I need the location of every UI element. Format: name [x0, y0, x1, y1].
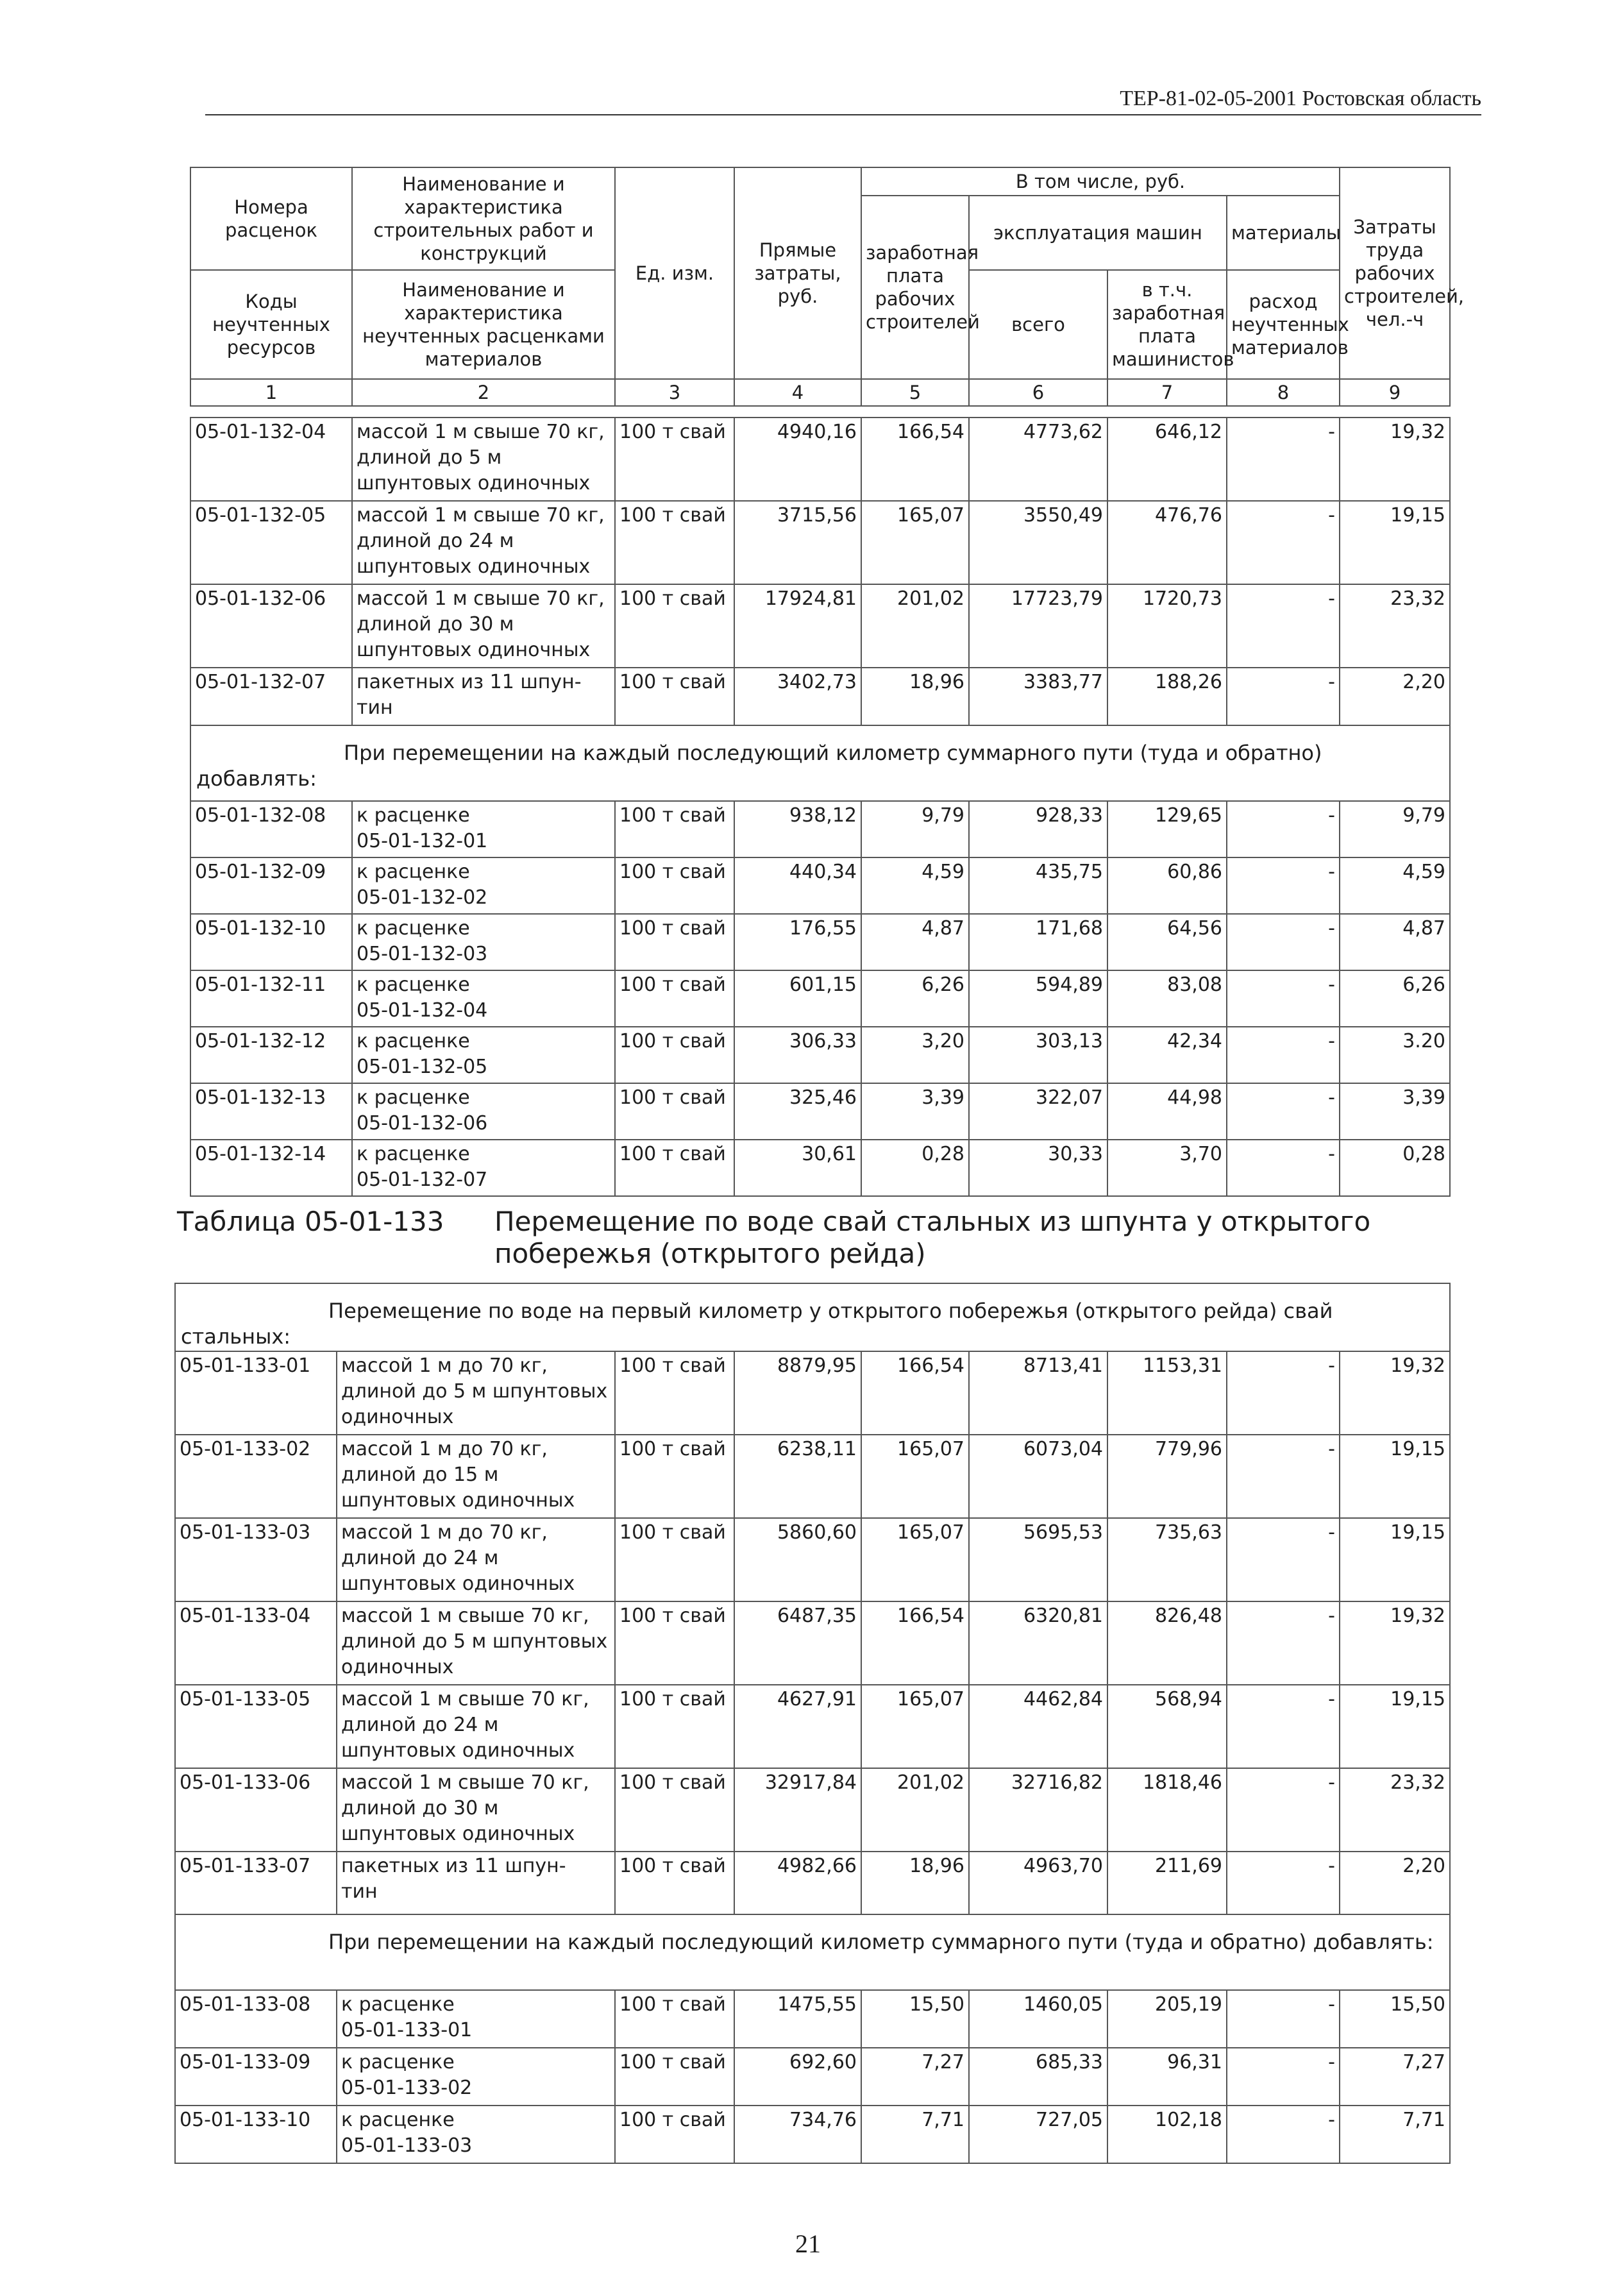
labor-cell: 9,79 — [1340, 801, 1450, 857]
materials-cell: - — [1227, 1852, 1340, 1914]
rate-code: 05-01-132-13 — [190, 1083, 352, 1140]
direct-cost-cell: 30,61 — [734, 1140, 861, 1196]
table-row — [190, 914, 1450, 970]
page-number: 21 — [795, 2229, 821, 2258]
machinist-wage-cell: 646,12 — [1107, 418, 1227, 501]
unit-cell: 100 т свай — [615, 1435, 734, 1518]
materials-cell: - — [1227, 1435, 1340, 1518]
machine-cost-cell: 3550,49 — [969, 501, 1107, 584]
wage-cell: 18,96 — [861, 1852, 969, 1914]
unit-cell: 100 т свай — [615, 668, 734, 725]
wage-cell: 15,50 — [861, 1990, 969, 2048]
machine-cost-cell: 727,05 — [969, 2106, 1107, 2163]
materials-cell: - — [1227, 1768, 1340, 1852]
header-zatraty-truda: Затраты труда рабочих строителей, чел.-ч — [1340, 167, 1450, 379]
unit-cell: 100 т свай — [615, 1852, 734, 1914]
machinist-wage-cell: 1153,31 — [1107, 1351, 1227, 1435]
direct-cost-cell: 734,76 — [734, 2106, 861, 2163]
column-number: 2 — [352, 379, 615, 406]
header-naimenovanie-rabot: Наименование и характеристика строительных работ и конструкций — [352, 167, 615, 270]
machinist-wage-cell: 129,65 — [1107, 801, 1227, 857]
header-materialy: материалы — [1227, 196, 1340, 270]
machine-cost-cell: 4462,84 — [969, 1685, 1107, 1768]
direct-cost-cell: 440,34 — [734, 857, 861, 914]
direct-cost-cell: 306,33 — [734, 1027, 861, 1083]
labor-cell: 19,15 — [1340, 501, 1450, 584]
rate-code: 05-01-132-05 — [190, 501, 352, 584]
materials-cell: - — [1227, 418, 1340, 501]
table-row — [190, 1027, 1450, 1083]
column-number: 1 — [190, 379, 352, 406]
wage-cell: 165,07 — [861, 1685, 969, 1768]
direct-cost-cell: 325,46 — [734, 1083, 861, 1140]
column-header-table — [190, 167, 1465, 407]
header-naimenovanie-materialov: Наименование и характеристика неучтенных расценками материалов — [352, 270, 615, 379]
direct-cost-cell: 3715,56 — [734, 501, 861, 584]
wage-cell: 201,02 — [861, 1768, 969, 1852]
machinist-wage-cell: 735,63 — [1107, 1518, 1227, 1601]
rate-code: 05-01-133-07 — [175, 1852, 337, 1914]
header-ed-izm: Ед. изм. — [615, 167, 734, 379]
machine-cost-cell: 685,33 — [969, 2048, 1107, 2106]
table-row — [175, 1990, 1450, 2048]
direct-cost-cell: 4940,16 — [734, 418, 861, 501]
header-nomera-rascenok: Номера расценок — [190, 167, 352, 270]
table-row — [175, 1685, 1450, 1768]
direct-cost-cell: 32917,84 — [734, 1768, 861, 1852]
unit-cell: 100 т свай — [615, 418, 734, 501]
table-row — [190, 1140, 1450, 1196]
rate-code: 05-01-132-10 — [190, 914, 352, 970]
rate-name: пакетных из 11 шпун- тин — [352, 668, 615, 725]
wage-cell: 201,02 — [861, 584, 969, 668]
table-row — [190, 584, 1450, 668]
rate-code: 05-01-133-10 — [175, 2106, 337, 2163]
wage-cell: 0,28 — [861, 1140, 969, 1196]
unit-cell: 100 т свай — [615, 584, 734, 668]
rate-name: пакетных из 11 шпун- тин — [337, 1852, 615, 1914]
machine-cost-cell: 303,13 — [969, 1027, 1107, 1083]
table-row — [190, 501, 1450, 584]
machinist-wage-cell: 568,94 — [1107, 1685, 1227, 1768]
column-number: 9 — [1340, 379, 1450, 406]
table-row — [175, 1435, 1450, 1518]
materials-cell: - — [1227, 801, 1340, 857]
table-row — [175, 1518, 1450, 1601]
unit-cell: 100 т свай — [615, 1990, 734, 2048]
table-row — [175, 1852, 1450, 1914]
wage-cell: 7,71 — [861, 2106, 969, 2163]
column-number: 6 — [969, 379, 1107, 406]
table-row — [175, 2048, 1450, 2106]
labor-cell: 4,59 — [1340, 857, 1450, 914]
rate-code: 05-01-132-06 — [190, 584, 352, 668]
wage-cell: 18,96 — [861, 668, 969, 725]
materials-cell: - — [1227, 2106, 1340, 2163]
materials-cell: - — [1227, 1685, 1340, 1768]
unit-cell: 100 т свай — [615, 801, 734, 857]
machinist-wage-cell: 1720,73 — [1107, 584, 1227, 668]
labor-cell: 19,32 — [1340, 1351, 1450, 1435]
machine-cost-cell: 928,33 — [969, 801, 1107, 857]
wage-cell: 165,07 — [861, 1435, 969, 1518]
table-133-label: Таблица 05-01-133 — [177, 1206, 444, 1237]
wage-cell: 166,54 — [861, 1351, 969, 1435]
column-number: 3 — [615, 379, 734, 406]
machinist-wage-cell: 3,70 — [1107, 1140, 1227, 1196]
rate-name: массой 1 м до 70 кг, длиной до 5 м шпунтовых одиночных — [337, 1351, 615, 1435]
unit-cell: 100 т свай — [615, 914, 734, 970]
labor-cell: 6,26 — [1340, 970, 1450, 1027]
header-ekspluataciya: эксплуатация машин — [969, 196, 1227, 270]
table-133-name: Перемещение по воде свай стальных из шпунта у открытого побережья (открытого рейда) — [494, 1206, 1371, 1269]
wage-cell: 4,59 — [861, 857, 969, 914]
labor-cell: 19,15 — [1340, 1685, 1450, 1768]
materials-cell: - — [1227, 914, 1340, 970]
note-row — [175, 1914, 1450, 1990]
rates-table-133 — [174, 1283, 1451, 2164]
machinist-wage-cell: 211,69 — [1107, 1852, 1227, 1914]
machinist-wage-cell: 188,26 — [1107, 668, 1227, 725]
header-pryamye-zatraty: Прямые затраты, руб. — [734, 167, 861, 379]
direct-cost-cell: 1475,55 — [734, 1990, 861, 2048]
direct-cost-cell: 692,60 — [734, 2048, 861, 2106]
labor-cell: 2,20 — [1340, 1852, 1450, 1914]
materials-cell: - — [1227, 1083, 1340, 1140]
rate-name: к расценке 05-01-133-01 — [337, 1990, 615, 2048]
unit-cell: 100 т свай — [615, 1083, 734, 1140]
header-rashod: расход неучтенных материалов — [1227, 270, 1340, 379]
machinist-wage-cell: 64,56 — [1107, 914, 1227, 970]
rate-code: 05-01-132-14 — [190, 1140, 352, 1196]
wage-cell: 4,87 — [861, 914, 969, 970]
materials-cell: - — [1227, 668, 1340, 725]
table-row — [175, 1351, 1450, 1435]
table-row — [175, 1768, 1450, 1852]
direct-cost-cell: 17924,81 — [734, 584, 861, 668]
header-v-tom-chisle: В том числе, руб. — [861, 167, 1340, 196]
note-row — [175, 1283, 1450, 1351]
rate-name: к расценке 05-01-132-04 — [352, 970, 615, 1027]
rate-name: к расценке 05-01-132-01 — [352, 801, 615, 857]
rate-name: массой 1 м свыше 70 кг, длиной до 24 м шпунтовых одиночных — [337, 1685, 615, 1768]
table-133-subtitle — [175, 1283, 1450, 1351]
labor-cell: 23,32 — [1340, 584, 1450, 668]
direct-cost-cell: 601,15 — [734, 970, 861, 1027]
rate-code: 05-01-132-08 — [190, 801, 352, 857]
machine-cost-cell: 322,07 — [969, 1083, 1107, 1140]
table-row — [190, 418, 1450, 501]
machinist-wage-cell: 60,86 — [1107, 857, 1227, 914]
note-row — [190, 725, 1450, 801]
labor-cell: 4,87 — [1340, 914, 1450, 970]
wage-cell: 165,07 — [861, 1518, 969, 1601]
unit-cell: 100 т свай — [615, 1518, 734, 1601]
direct-cost-cell: 6238,11 — [734, 1435, 861, 1518]
labor-cell: 3,39 — [1340, 1083, 1450, 1140]
table-132-note — [190, 725, 1450, 801]
rate-name: к расценке 05-01-132-07 — [352, 1140, 615, 1196]
unit-cell: 100 т свай — [615, 1768, 734, 1852]
wage-cell: 9,79 — [861, 801, 969, 857]
machinist-wage-cell: 779,96 — [1107, 1435, 1227, 1518]
materials-cell: - — [1227, 1990, 1340, 2048]
unit-cell: 100 т свай — [615, 1351, 734, 1435]
rate-code: 05-01-133-09 — [175, 2048, 337, 2106]
rate-code: 05-01-132-11 — [190, 970, 352, 1027]
rate-name: массой 1 м свыше 70 кг, длиной до 24 м шпунтовых одиночных — [352, 501, 615, 584]
labor-cell: 19,15 — [1340, 1518, 1450, 1601]
column-number: 8 — [1227, 379, 1340, 406]
direct-cost-cell: 6487,35 — [734, 1601, 861, 1685]
materials-cell: - — [1227, 1518, 1340, 1601]
machine-cost-cell: 17723,79 — [969, 584, 1107, 668]
direct-cost-cell: 4982,66 — [734, 1852, 861, 1914]
machine-cost-cell: 6073,04 — [969, 1435, 1107, 1518]
unit-cell: 100 т свай — [615, 1601, 734, 1685]
direct-cost-cell: 8879,95 — [734, 1351, 861, 1435]
materials-cell: - — [1227, 970, 1340, 1027]
table-row — [190, 801, 1450, 857]
table-row — [175, 1601, 1450, 1685]
rate-name: массой 1 м до 70 кг, длиной до 15 м шпунтовых одиночных — [337, 1435, 615, 1518]
machinist-wage-cell: 96,31 — [1107, 2048, 1227, 2106]
rate-name: к расценке 05-01-132-05 — [352, 1027, 615, 1083]
table-133-title — [177, 1206, 1449, 1269]
rate-name: к расценке 05-01-133-03 — [337, 2106, 615, 2163]
labor-cell: 23,32 — [1340, 1768, 1450, 1852]
unit-cell: 100 т свай — [615, 970, 734, 1027]
column-number: 4 — [734, 379, 861, 406]
rate-name: к расценке 05-01-132-02 — [352, 857, 615, 914]
rate-code: 05-01-132-12 — [190, 1027, 352, 1083]
table-row — [190, 668, 1450, 725]
unit-cell: 100 т свай — [615, 2106, 734, 2163]
materials-cell: - — [1227, 2048, 1340, 2106]
header-vsego: всего — [969, 270, 1107, 379]
labor-cell: 19,32 — [1340, 1601, 1450, 1685]
rates-table-132 — [190, 417, 1451, 1197]
rate-name: массой 1 м свыше 70 кг, длиной до 5 м шпунтовых одиночных — [337, 1601, 615, 1685]
machine-cost-cell: 171,68 — [969, 914, 1107, 970]
rate-name: к расценке 05-01-132-03 — [352, 914, 615, 970]
rate-name: массой 1 м свыше 70 кг, длиной до 5 м шпунтовых одиночных — [352, 418, 615, 501]
table-133-subtitle-text: Перемещение по воде на первый километр у открытого побережья (открытого рейда) свай стальных: — [181, 1299, 1333, 1349]
machinist-wage-cell: 42,34 — [1107, 1027, 1227, 1083]
machine-cost-cell: 8713,41 — [969, 1351, 1107, 1435]
unit-cell: 100 т свай — [615, 2048, 734, 2106]
machine-cost-cell: 6320,81 — [969, 1601, 1107, 1685]
table-row — [175, 2106, 1450, 2163]
wage-cell: 3,39 — [861, 1083, 969, 1140]
machine-cost-cell: 30,33 — [969, 1140, 1107, 1196]
unit-cell: 100 т свай — [615, 501, 734, 584]
rate-code: 05-01-132-07 — [190, 668, 352, 725]
direct-cost-cell: 5860,60 — [734, 1518, 861, 1601]
rate-name: массой 1 м до 70 кг, длиной до 24 м шпунтовых одиночных — [337, 1518, 615, 1601]
unit-cell: 100 т свай — [615, 857, 734, 914]
machinist-wage-cell: 44,98 — [1107, 1083, 1227, 1140]
labor-cell: 7,27 — [1340, 2048, 1450, 2106]
labor-cell: 19,32 — [1340, 418, 1450, 501]
machinist-wage-cell: 102,18 — [1107, 2106, 1227, 2163]
table-row — [190, 857, 1450, 914]
table-133-note — [175, 1914, 1450, 1990]
unit-cell: 100 т свай — [615, 1685, 734, 1768]
machine-cost-cell: 1460,05 — [969, 1990, 1107, 2048]
materials-cell: - — [1227, 1027, 1340, 1083]
running-header: ТЕР-81-02-05-2001 Ростовская область — [205, 85, 1481, 115]
labor-cell: 19,15 — [1340, 1435, 1450, 1518]
wage-cell: 165,07 — [861, 501, 969, 584]
unit-cell: 100 т свай — [615, 1140, 734, 1196]
rate-code: 05-01-133-03 — [175, 1518, 337, 1601]
machine-cost-cell: 4963,70 — [969, 1852, 1107, 1914]
wage-cell: 6,26 — [861, 970, 969, 1027]
labor-cell: 15,50 — [1340, 1990, 1450, 2048]
machine-cost-cell: 4773,62 — [969, 418, 1107, 501]
materials-cell: - — [1227, 501, 1340, 584]
header-zarplata: заработная плата рабочих строителей — [861, 196, 969, 379]
table-133-note-text: При перемещении на каждый последующий километр суммарного пути (туда и обратно) добавлять: — [328, 1930, 1434, 1954]
labor-cell: 0,28 — [1340, 1140, 1450, 1196]
rate-code: 05-01-133-02 — [175, 1435, 337, 1518]
direct-cost-cell: 4627,91 — [734, 1685, 861, 1768]
unit-cell: 100 т свай — [615, 1027, 734, 1083]
machine-cost-cell: 3383,77 — [969, 668, 1107, 725]
rate-code: 05-01-133-04 — [175, 1601, 337, 1685]
machinist-wage-cell: 826,48 — [1107, 1601, 1227, 1685]
direct-cost-cell: 176,55 — [734, 914, 861, 970]
materials-cell: - — [1227, 1601, 1340, 1685]
wage-cell: 166,54 — [861, 418, 969, 501]
wage-cell: 7,27 — [861, 2048, 969, 2106]
table-132-note-text: При перемещении на каждый последующий километр суммарного пути (туда и обратно) добавлять: — [196, 741, 1322, 791]
header-v-t-ch-zarplata: в т.ч. заработная плата машинистов — [1107, 270, 1227, 379]
rate-code: 05-01-133-05 — [175, 1685, 337, 1768]
labor-cell: 7,71 — [1340, 2106, 1450, 2163]
column-number: 7 — [1107, 379, 1227, 406]
table-row — [190, 970, 1450, 1027]
direct-cost-cell: 938,12 — [734, 801, 861, 857]
machinist-wage-cell: 83,08 — [1107, 970, 1227, 1027]
labor-cell: 2,20 — [1340, 668, 1450, 725]
machine-cost-cell: 594,89 — [969, 970, 1107, 1027]
materials-cell: - — [1227, 1140, 1340, 1196]
materials-cell: - — [1227, 584, 1340, 668]
rate-name: к расценке 05-01-133-02 — [337, 2048, 615, 2106]
rate-code: 05-01-132-09 — [190, 857, 352, 914]
rate-code: 05-01-133-06 — [175, 1768, 337, 1852]
table-row — [190, 1083, 1450, 1140]
column-number: 5 — [861, 379, 969, 406]
machine-cost-cell: 5695,53 — [969, 1518, 1107, 1601]
header-kody-resursov: Коды неучтенных ресурсов — [190, 270, 352, 379]
rate-code: 05-01-133-08 — [175, 1990, 337, 2048]
rate-name: массой 1 м свыше 70 кг, длиной до 30 м шпунтовых одиночных — [337, 1768, 615, 1852]
wage-cell: 3,20 — [861, 1027, 969, 1083]
machine-cost-cell: 435,75 — [969, 857, 1107, 914]
materials-cell: - — [1227, 857, 1340, 914]
rate-name: массой 1 м свыше 70 кг, длиной до 30 м шпунтовых одиночных — [352, 584, 615, 668]
materials-cell: - — [1227, 1351, 1340, 1435]
direct-cost-cell: 3402,73 — [734, 668, 861, 725]
machine-cost-cell: 32716,82 — [969, 1768, 1107, 1852]
rate-code: 05-01-133-01 — [175, 1351, 337, 1435]
machinist-wage-cell: 205,19 — [1107, 1990, 1227, 2048]
labor-cell: 3.20 — [1340, 1027, 1450, 1083]
rate-name: к расценке 05-01-132-06 — [352, 1083, 615, 1140]
machinist-wage-cell: 476,76 — [1107, 501, 1227, 584]
machinist-wage-cell: 1818,46 — [1107, 1768, 1227, 1852]
rate-code: 05-01-132-04 — [190, 418, 352, 501]
wage-cell: 166,54 — [861, 1601, 969, 1685]
